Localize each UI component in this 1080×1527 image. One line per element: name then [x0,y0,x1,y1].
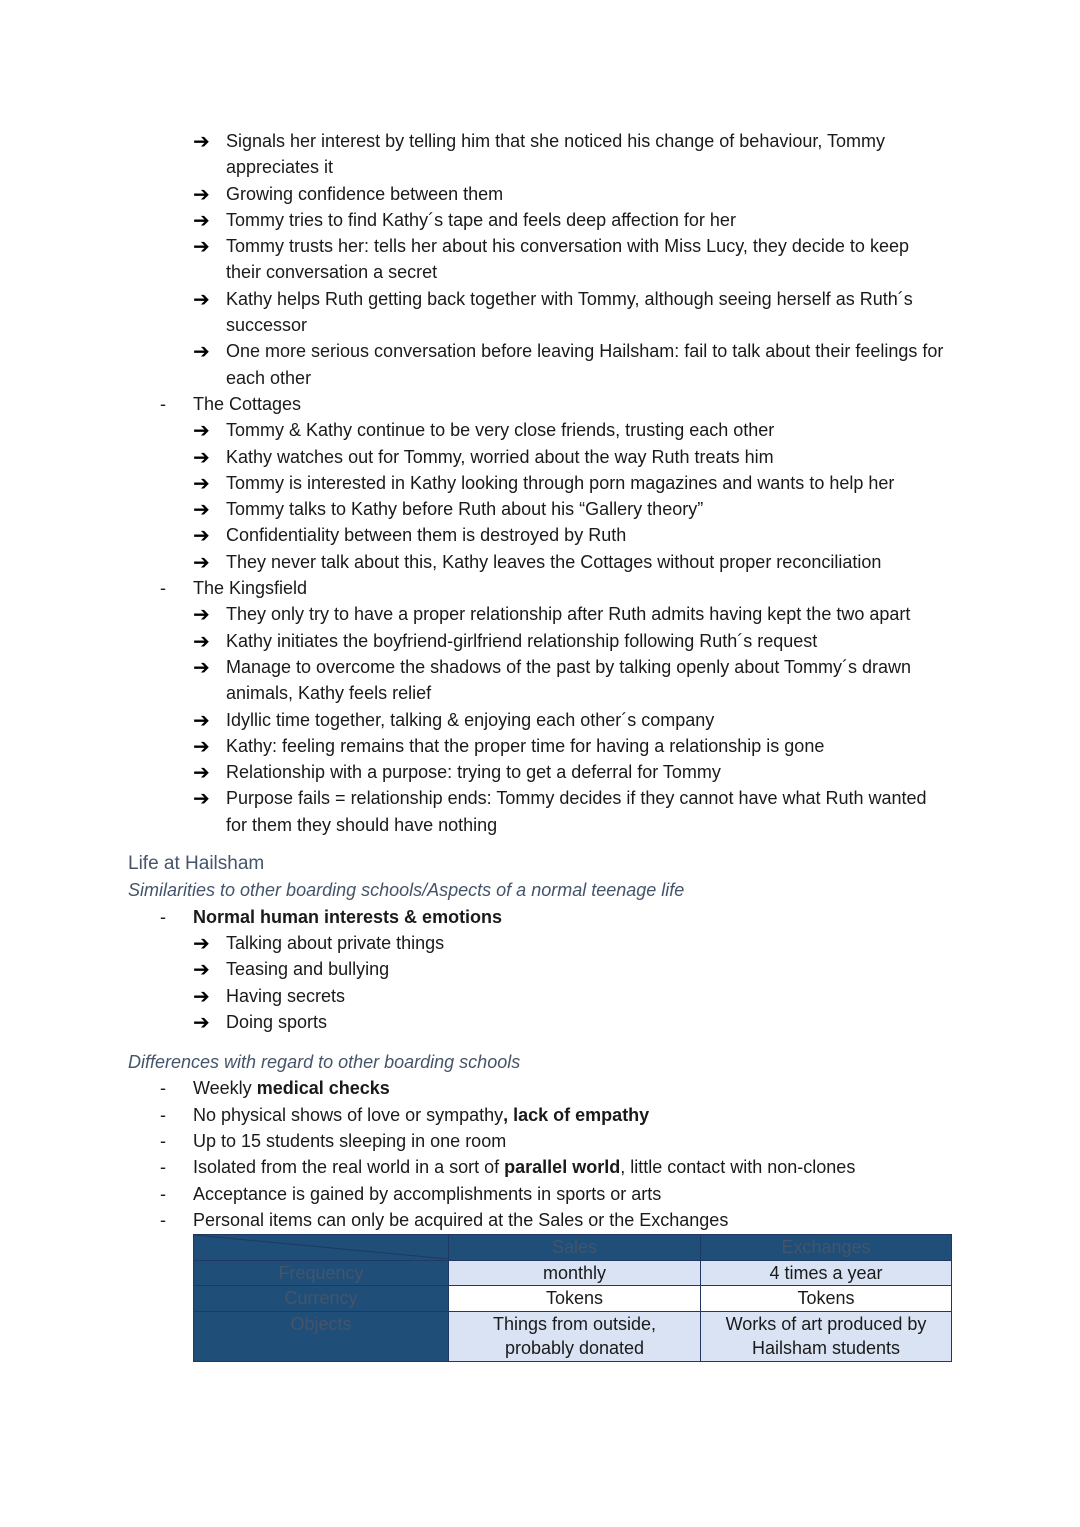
dash-bullet: - [160,1183,166,1204]
arrow-item: ➔ Having secrets [193,983,346,1008]
arrow-icon: ➔ [193,470,210,495]
document-page [0,128,1080,1362]
arrow-item: ➔ Signals her interest by telling him that she noticed his change of behaviour, Tommy appreciates it [193,129,886,178]
table-cell: 4 times a year [701,1260,952,1286]
arrow-icon: ➔ [193,286,210,311]
cottages-arrow-list [0,417,1080,575]
arrow-icon: ➔ [193,207,210,232]
table-cell: monthly [449,1260,701,1286]
arrow-icon: ➔ [193,707,210,732]
arrow-icon: ➔ [193,654,210,679]
arrow-item: ➔ Purpose fails = relationship ends: Tommy decides if they cannot have what Ruth wanted for them they should have nothing [193,786,927,835]
differences-item: - Up to 15 students sleeping in one room [0,1128,1080,1154]
section-title-cottages: - The Cottages [0,391,1080,417]
table-header-sales: Sales [449,1235,701,1261]
arrow-icon: ➔ [193,733,210,758]
differences-item: - Isolated from the real world in a sort of parallel world, little contact with non-clones [0,1154,1080,1180]
arrow-icon: ➔ [193,129,210,153]
arrow-icon: ➔ [193,1009,210,1034]
table-row-label: Currency [194,1286,449,1312]
section1-arrow-list [0,128,1080,391]
dash-bullet: - [160,906,166,927]
arrow-item: ➔ Manage to overcome the shadows of the past by talking openly about Tommy´s drawn animals, Kathy feels relief [193,654,912,704]
arrow-icon: ➔ [193,786,210,811]
table-header-row [194,1235,952,1261]
arrow-item: ➔ Tommy is interested in Kathy looking through porn magazines and wants to help her [193,470,895,495]
arrow-item: ➔ Growing confidence between them [193,181,504,206]
arrow-item: ➔ Talking about private things [193,930,445,955]
dash-bullet: - [160,1209,166,1230]
arrow-icon: ➔ [193,628,210,653]
differences-item: - Weekly medical checks [0,1075,1080,1101]
arrow-item: ➔ Confidentiality between them is destroyed by Ruth [193,523,627,548]
arrow-item: ➔ Tommy tries to find Kathy´s tape and feels deep affection for her [193,207,736,232]
spacer [0,1035,1080,1049]
table-cell: Tokens [701,1286,952,1312]
subheading-differences: Differences with regard to other boarding schools [128,1052,521,1073]
dash-bullet: - [160,393,166,414]
arrow-item: ➔ Idyllic time together, talking & enjoying each other´s company [193,707,715,732]
arrow-item: ➔ Kathy initiates the boyfriend-girlfriend relationship following Ruth´s request [193,628,818,653]
arrow-item: ➔ Kathy watches out for Tommy, worried about the way Ruth treats him [193,444,774,469]
table-header-exchanges: Exchanges [701,1235,952,1261]
arrow-icon: ➔ [193,930,210,955]
differences-item: - Personal items can only be acquired at the Sales or the Exchanges [0,1207,1080,1233]
dash-bullet: - [160,1104,166,1125]
sales-exchanges-table [193,1234,952,1362]
arrow-item: ➔ They only try to have a proper relationship after Ruth admits having kept the two apart [193,602,911,627]
arrow-icon: ➔ [193,444,210,469]
arrow-icon: ➔ [193,760,210,785]
bullet-normal-interests: - Normal human interests & emotions [0,904,1080,930]
kingsfield-arrow-list [0,601,1080,838]
dash-bullet: - [160,1130,166,1151]
similarities-arrow-list [0,930,1080,1035]
arrow-icon: ➔ [193,957,210,982]
arrow-item: ➔ Tommy & Kathy continue to be very close friends, trusting each other [193,418,775,443]
arrow-item: ➔ Kathy helps Ruth getting back together with Tommy, although seeing herself as Ruth´s successor [193,286,913,336]
subheading-similarities: Similarities to other boarding schools/Aspects of a normal teenage life [128,880,685,901]
arrow-item: ➔ Relationship with a purpose: trying to get a deferral for Tommy [193,760,721,785]
arrow-icon: ➔ [193,602,210,627]
table-row-label: Objects [194,1311,449,1361]
section-heading-life-at-hailsham: Life at Hailsham [128,853,265,875]
arrow-icon: ➔ [193,549,210,574]
table-cell: Tokens [449,1286,701,1312]
arrow-item: ➔ Tommy trusts her: tells her about his conversation with Miss Lucy, they decide to keep their conversation a secret [193,234,909,283]
table-cell: Things from outside, probably donated [449,1311,701,1361]
arrow-item: ➔ Teasing and bullying [193,957,390,982]
arrow-icon: ➔ [193,234,210,259]
arrow-item: ➔ Tommy talks to Kathy before Ruth about his “Gallery theory” [193,497,704,522]
differences-item: - No physical shows of love or sympathy, lack of empathy [0,1102,1080,1128]
arrow-icon: ➔ [193,339,210,364]
table-row [194,1311,952,1361]
section-title-kingsfield: - The Kingsfield [0,575,1080,601]
table-row [194,1260,952,1286]
arrow-item: ➔ Doing sports [193,1009,328,1034]
arrow-item: ➔ Kathy: feeling remains that the proper time for having a relationship is gone [193,733,825,758]
differences-item: - Acceptance is gained by accomplishments in sports or arts [0,1181,1080,1207]
arrow-icon: ➔ [193,418,210,443]
dash-bullet: - [160,578,166,599]
table-row [194,1286,952,1312]
table-cell: Works of art produced by Hailsham students [701,1311,952,1361]
table-row-label: Frequency [194,1260,449,1286]
dash-bullet: - [160,1078,166,1099]
diagonal-line [194,1235,448,1259]
arrow-icon: ➔ [193,523,210,548]
arrow-icon: ➔ [193,181,210,206]
dash-bullet: - [160,1157,166,1178]
arrow-icon: ➔ [193,983,210,1008]
arrow-icon: ➔ [193,497,210,522]
table-corner-cell [194,1235,449,1261]
arrow-item: ➔ One more serious conversation before leaving Hailsham: fail to talk about their feelings for each other [193,339,944,388]
arrow-item: ➔ They never talk about this, Kathy leaves the Cottages without proper reconciliation [193,549,882,574]
